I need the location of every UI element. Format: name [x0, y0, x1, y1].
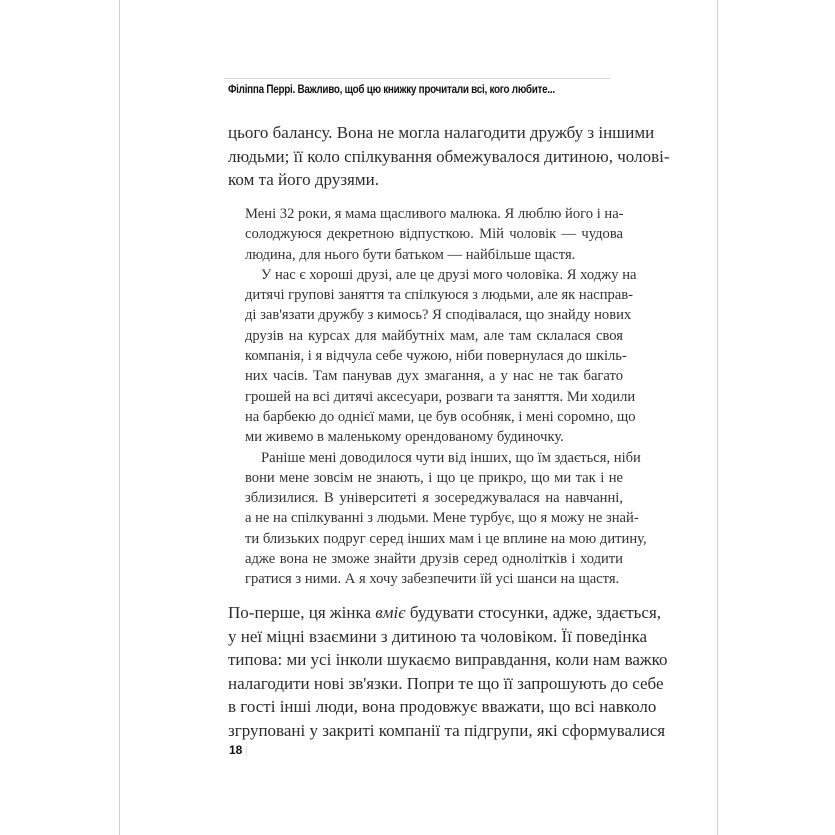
text-line: в гості інші люди, вона продовжує вважати, що всі навколо [228, 697, 657, 716]
page-number: 18 [229, 743, 243, 757]
quote-line: У нас є хороші друзі, але це друзі мого чоловіка. Я ходжу на [261, 266, 637, 283]
text-line: ком та його друзями. [228, 170, 379, 189]
text-line: цього балансу. Вона не могла налагодити дружбу з іншими [228, 123, 655, 142]
text-line: типова: ми усі інколи шукаємо виправдання, коли нам важко [228, 650, 668, 669]
quote-line: них часів. Там панував дух змагання, а у нас не так багато [245, 368, 623, 385]
quote-line: гратися з ними. А я хочу забезпечити їй усі шанси на щастя. [245, 571, 620, 588]
quote-line: друзів на курсах для майбутніх мам, але там склалася своя [245, 327, 623, 344]
text-line: налагодити нові зв'язки. Попри те що її запрошують до себе [228, 673, 664, 693]
quote-line: Раніше мені доводилося чути від інших, що їм здається, ніби [261, 449, 641, 466]
quote-line: солоджуюся декретною відпусткою. Мій чоловік — чудова [245, 226, 623, 243]
quote-line: ти близьких подруг серед інших мам і це вплине на мою дитину, [245, 530, 647, 547]
quote-line: людина, для нього бути батьком — найбільше щастя. [245, 246, 576, 263]
quote-line: зблизилися. В університеті я зосереджувалася на навчанні, [245, 490, 623, 507]
text-segment: будувати стосунки, адже, здається, [405, 603, 662, 622]
quote-line: на барбекю до однієї мами, це був особняк, і мені соромно, що [245, 408, 636, 425]
block-quote [245, 204, 647, 590]
paragraph-2 [228, 601, 668, 742]
text-line: у неї міцні взаємини з дитиною та чоловіком. Її поведінка [228, 626, 648, 646]
text-line [228, 601, 662, 625]
quote-line: а не на спілкуванні з людьми. Мене турбує, що я можу не знай- [245, 510, 639, 527]
quote-line: вони мене зовсім не знають, і що це прикро, що ми так і не [245, 469, 623, 486]
quote-line: ми живемо в маленькому орендованому будиночку. [245, 429, 564, 446]
quote-line: дитячі групові заняття та спілкуюся з людьми, але як насправ- [245, 287, 634, 304]
emphasis-text: вміє [375, 603, 406, 622]
text-line: людьми; її коло спілкування обмежувалося дитиною, чолові- [228, 146, 670, 166]
quote-line: ді зав'язати дружбу з кимось? Я сподівалася, що знайду нових [245, 307, 632, 324]
text-line: згруповані у закриті компанії та підгрупи, які сформувалися [228, 720, 666, 740]
running-head: Філіппа Перрі. Важливо, щоб цю книжку прочитали всі, кого любите... [228, 84, 555, 96]
quote-line: адже вона не зможе знайти друзів серед однолітків і ходити [245, 551, 623, 568]
paragraph-1 [228, 121, 670, 192]
quote-line: Мені 32 роки, я мама щасливого малюка. Я люблю його і на- [245, 206, 624, 222]
quote-line: грошей на всі дитячі аксесуари, розваги та заняття. Ми ходили [245, 388, 636, 405]
page-number-rule [246, 742, 247, 756]
text-segment: По-перше, ця жінка [228, 603, 376, 622]
running-head-rule [224, 78, 610, 79]
quote-line: компанія, і я відчула себе чужою, ніби повернулася до шкіль- [245, 348, 627, 365]
